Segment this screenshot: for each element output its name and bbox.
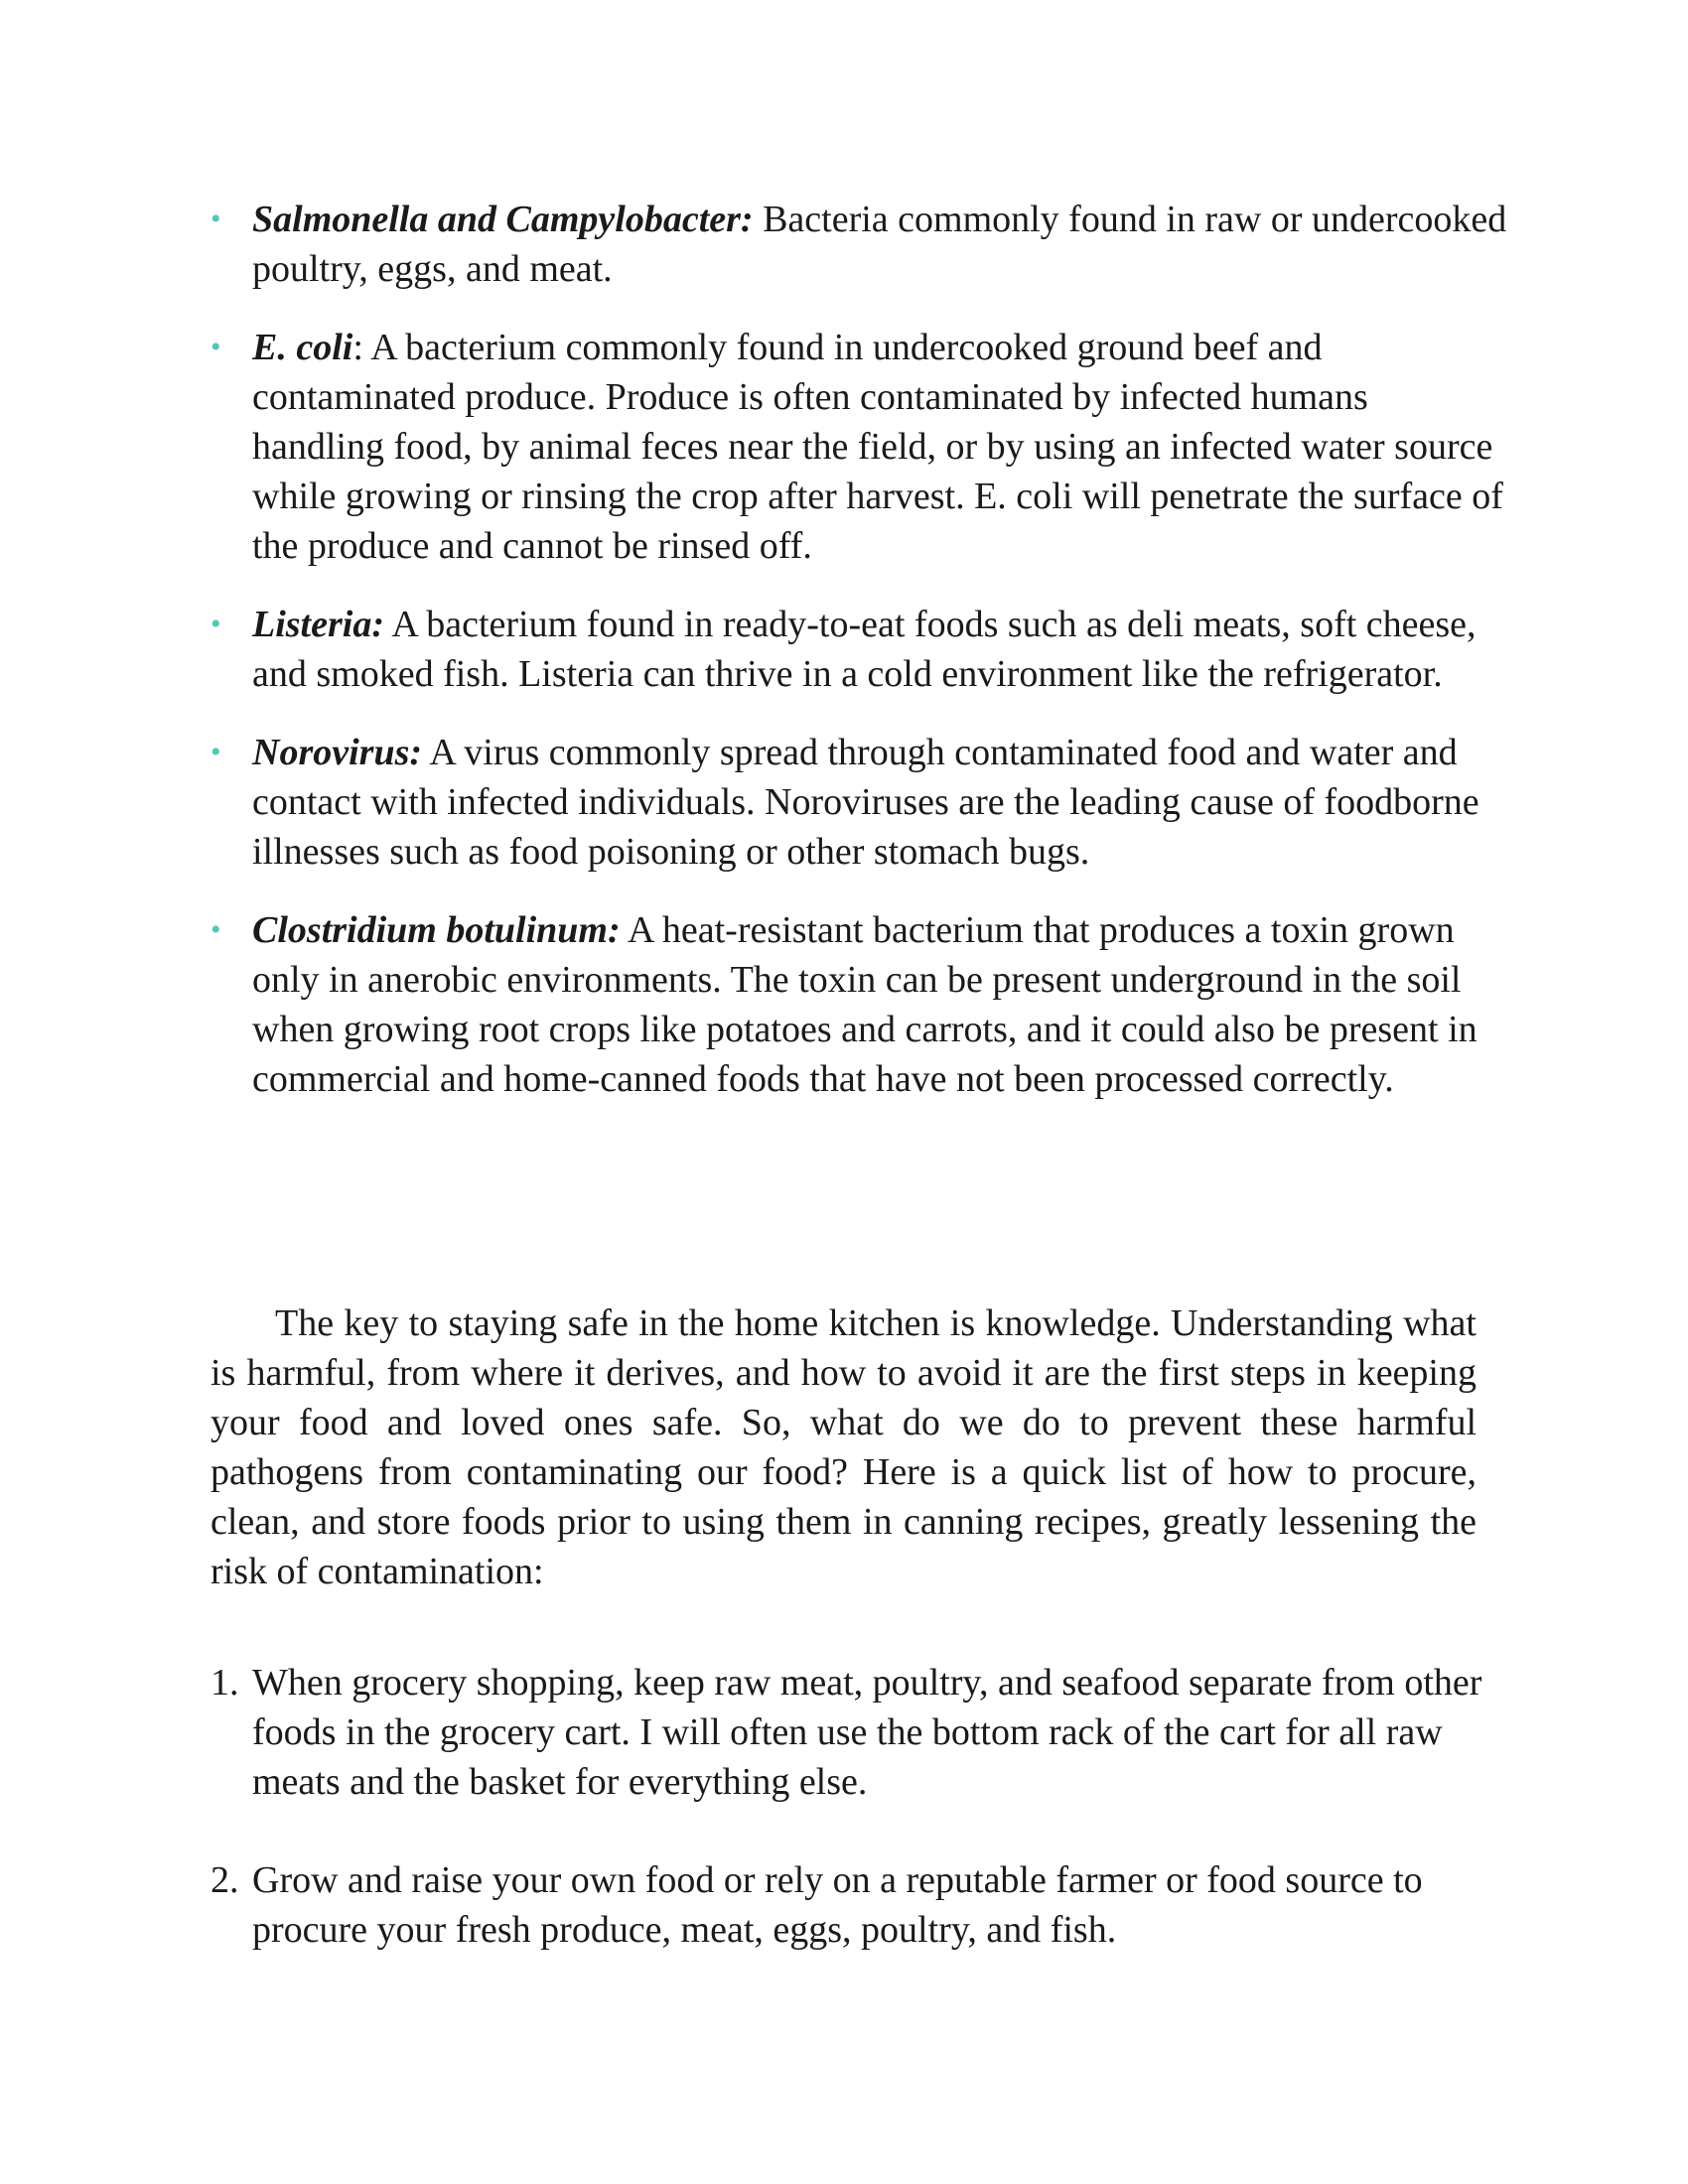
list-number: 2.: [211, 1859, 239, 1901]
list-item: [209, 728, 1509, 877]
pathogen-description: A bacterium commonly found in undercooked ground beef and contaminated produce. Produce is often contaminated by infected humans handling food, by animal feces near the field, or by using an infected water source while growing or rinsing the crop after harvest. E. coli will penetrate the surface of the produce and cannot be rinsed off.: [252, 327, 1503, 567]
list-item: [209, 905, 1509, 1104]
numbered-tips-list: [209, 1658, 1509, 2003]
pathogen-description: A heat-resistant bacterium that produces a toxin grown only in anerobic environments. The toxin can be present underground in the soil when growing root crops like potatoes and carrots, and it could also be present in commercial and home-canned foods that have not been processed correctly.: [252, 909, 1477, 1100]
bullet-dot-icon: •: [211, 736, 221, 768]
pathogen-term: Listeria:: [252, 604, 384, 645]
bullet-dot-icon: •: [211, 608, 221, 640]
pathogen-description: Bacteria commonly found in raw or undercooked poultry, eggs, and meat.: [252, 199, 1507, 290]
tip-text: Grow and raise your own food or rely on a reputable farmer or food source to procure your fresh produce, meat, eggs, poultry, and fish.: [252, 1859, 1423, 1951]
list-item: [209, 1658, 1509, 1807]
bullet-dot-icon: •: [211, 913, 221, 946]
pathogen-term: E. coli: [252, 327, 353, 368]
list-item: [209, 600, 1509, 699]
tip-text: When grocery shopping, keep raw meat, poultry, and seafood separate from other foods in the grocery cart. I will often use the bottom rack of the cart for all raw meats and the basket for everything else.: [252, 1662, 1482, 1803]
list-item: [209, 323, 1509, 571]
pathogen-description: A bacterium found in ready-to-eat foods such as deli meats, soft cheese, and smoked fish. Listeria can thrive in a cold environment like the refrigerator.: [252, 604, 1477, 695]
pathogen-term: Salmonella and Campylobacter:: [252, 199, 754, 240]
pathogen-bullet-list: [209, 195, 1509, 1133]
pathogen-description: A virus commonly spread through contaminated food and water and contact with infected individuals. Noroviruses are the leading cause of foodborne illnesses such as food poisoning or other stomach bugs.: [252, 732, 1479, 873]
list-number: 1.: [211, 1662, 239, 1704]
bullet-dot-icon: •: [211, 203, 221, 235]
term-suffix: :: [352, 327, 363, 368]
list-item: [209, 195, 1509, 294]
bullet-dot-icon: •: [211, 331, 221, 363]
list-item: [209, 1855, 1509, 1955]
pathogen-term: Norovirus:: [252, 732, 423, 773]
pathogen-term: Clostridium botulinum:: [252, 909, 621, 951]
body-paragraph: The key to staying safe in the home kitchen is knowledge. Understanding what is harmful, from where it derives, and how to avoid it are the first steps in keeping your food and loved ones safe. So, what do we do to prevent these harmful pathogens from contaminating our food? Here is a quick list of how to procure, clean, and store foods prior to using them in canning recipes, greatly lessening the risk of contamination:: [211, 1302, 1477, 1592]
